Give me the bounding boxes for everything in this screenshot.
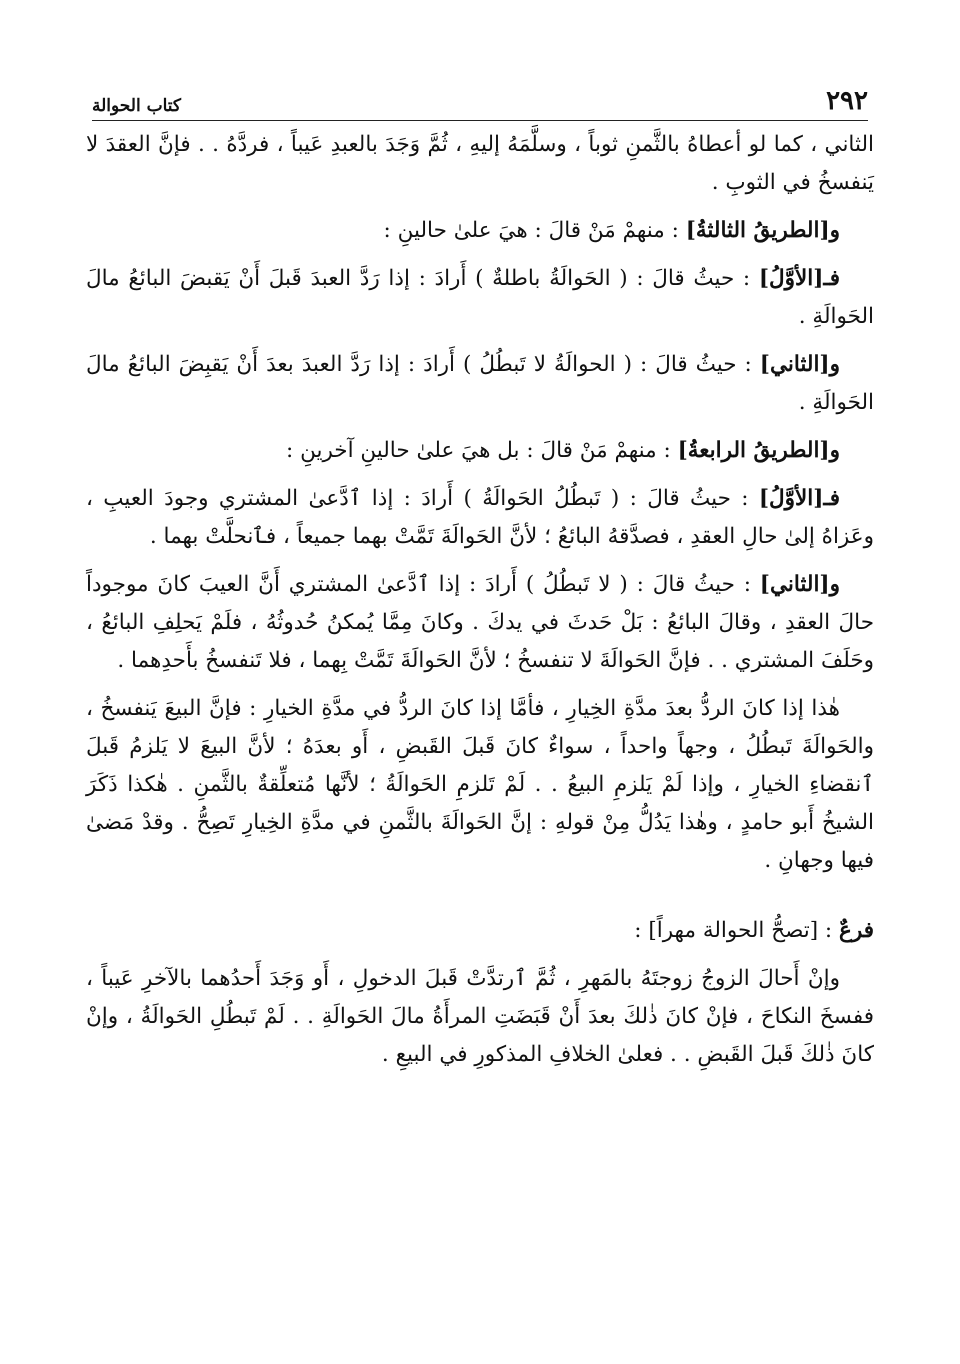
section-label: و[الثاني]	[759, 572, 840, 597]
paragraph-option-period	[86, 690, 874, 880]
paragraph-text: الثاني ، كما لو أعطاهُ بالثَّمنِ ثوباً ، وسلَّمَهُ إليهِ ، ثُمَّ وَجَدَ بالعبدِ عَيباً ، فردَّهُ . . فإنَّ العقدَ لا يَنفسخُ في الثوبِ .	[86, 132, 874, 195]
paragraph-second-case	[86, 566, 874, 680]
section-label: فـ[الأوَّلُ]	[758, 266, 840, 291]
section-label: و[الطريقُ الرابعةُ]	[677, 438, 840, 463]
paragraph-dowry	[86, 960, 874, 1074]
paragraph-text: : حيثُ قالَ : ( الحَوالَةُ باطلةٌ ) أَرادَ : إذا رَدَّ العبدَ قَبلَ أَنْ يَقبضَ البائعُ مالَ الحَوالَةِ .	[86, 266, 874, 329]
branch-heading-text: : [تصحُّ الحوالة مهراً] :	[634, 918, 840, 943]
paragraph-text: : حيثُ قالَ : ( لا تَبطُلُ ) أَرادَ : إذا ٱدَّعىٰ المشتري أَنَّ العيبَ كانَ موجوداً حالَ العقدِ ، وقالَ البائعُ : بَلْ حَدثَ في يدكَ . وكانَ مِمَّا يُمكنُ حُدوثُهُ ، فلَمْ يَحلِفِ البائعُ ، وحَلَفَ المشتري . . فإنَّ الحَوالَةَ لا تنفسخُ ؛ لأنَّ الحَوالَةَ تَمَّتْ بِهما ، فلا تَنفسخُ بأَحدِهما .	[86, 572, 874, 673]
paragraph-first-case	[86, 480, 874, 556]
branch-label: فرعٌ	[839, 918, 874, 943]
paragraph-text: : منهمْ مَنْ قالَ : بل هيَ علىٰ حالينِ آخرينِ :	[286, 438, 678, 463]
section-label: و[الطريقُ الثالثةُ]	[685, 218, 840, 243]
section-label: و[الثاني]	[759, 352, 840, 377]
paragraph-text: : منهمْ مَنْ قالَ : هيَ علىٰ حالينِ :	[383, 218, 686, 243]
paragraph-fourth-route	[86, 432, 874, 470]
paragraph-branch-heading	[86, 912, 874, 950]
paragraph-text: : حيثُ قالَ : ( الحوالَةُ لا تَبطُلُ ) أَرادَ : إذا رَدَّ العبدَ بعدَ أَنْ يَقبِضَ البائعُ مالَ الحَوالَةِ .	[86, 352, 874, 415]
body-text	[86, 126, 874, 1084]
paragraph-text: : حيثُ قالَ : ( تَبطُلُ الحَوالَةُ ) أَرادَ : إذا ٱدَّعىٰ المشتري وجودَ العيبِ ، وعَزاهُ إلىٰ حالِ العقدِ ، فصدَّقهُ البائعُ ؛ لأنَّ الحَوالَةَ تَمَّتْ بهما جميعاً ، فٱنحلَّتْ بهما .	[86, 486, 874, 549]
paragraph-text: وإنْ أَحالَ الزوجُ زوجتَهُ بالمَهرِ ، ثُمَّ ٱرتدَّتْ قَبلَ الدخولِ ، أَو وَجَدَ أَحدُهما بالآخرِ عَيباً ، ففسخَ النكاحَ ، فإنْ كانَ ذٰلكَ بعدَ أَنْ قَبَضَتِ المرأَةُ مالَ الحَوالَةِ . . لَمْ تَبطُلِ الحَوالَةُ ، وإنْ كانَ ذٰلكَ قَبلَ القَبضِ . . فعلىٰ الخلافِ المذكورِ في البيعِ .	[86, 966, 874, 1067]
paragraph-text: هٰذا إذا كانَ الردُّ بعدَ مدَّةِ الخِيارِ ، فأمَّا إذا كانَ الردُّ في مدَّةِ الخيارِ : فإنَّ البيعَ يَنفسخُ ، والحَوالَةَ تَبطُلُ ، وجهاً واحداً ، سواءٌ كانَ قَبلَ القَبضِ ، أَو بعدَهُ ؛ لأنَّ البيعَ لا يَلزمُ قَبلَ ٱنقضاءِ الخيارِ ، وإذا لَمْ يَلزمِ البيعُ . . لَمْ تَلزمِ الحَوالَةُ ؛ لأنَّها مُتعلِّقةٌ بالثَّمنِ . هٰكذا ذَكَرَ الشيخُ أَبو حامدٍ ، وهٰذا يَدُلُّ مِنْ قولهِ : إنَّ الحَوالَةَ بالثَّمنِ في مدَّةِ الخِيارِ تَصِحُّ . وقدْ مَضىٰ فيها وجهانِ .	[86, 696, 874, 873]
paragraph-first-case	[86, 260, 874, 336]
page-number: ٢٩٢	[826, 86, 868, 116]
section-label: فـ[الأوَّلُ]	[758, 486, 840, 511]
paragraph-third-route	[86, 212, 874, 250]
header-divider	[92, 120, 868, 121]
running-title: كتاب الحوالة	[92, 96, 182, 116]
page-header	[92, 80, 868, 116]
paragraph-second-case	[86, 346, 874, 422]
paragraph-continuation	[86, 126, 874, 202]
